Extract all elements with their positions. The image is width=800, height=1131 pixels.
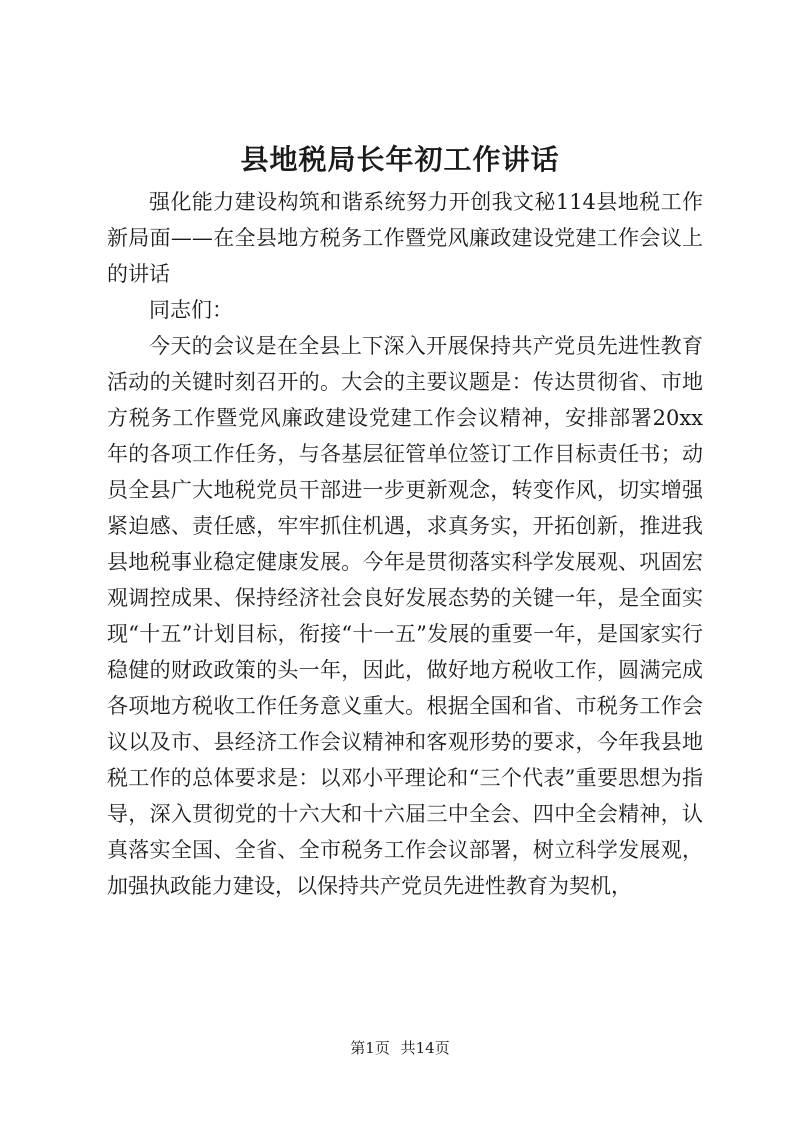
document-body (107, 184, 703, 904)
document-title: 县地税局长年初工作讲话 (240, 143, 560, 176)
subtitle-paragraph: 强化能力建设构筑和谐系统努力开创我文秘114县地税工作新局面——在全县地方税务工作暨党风廉政建设党建工作会议上的讲话 (107, 190, 703, 286)
page-total: 共14页 (400, 1039, 450, 1057)
page-number: 第1页 (350, 1039, 390, 1057)
body-paragraph: 今天的会议是在全县上下深入开展保持共产党员先进性教育活动的关键时刻召开的。大会的主要议题是：传达贯彻省、市地方税务工作暨党风廉政建设党建工作会议精神，安排部署20xx年的各项工作任务，与各基层征管单位签订工作目标责任书；动员全县广大地税党员干部进一步更新观念，转变作风，切实增强紧迫感、责任感，牢牢抓住机遇，求真务实，开拓创新，推进我县地税事业稳定健康发展。今年是贯彻落实科学发展观、巩固宏观调控成果、保持经济社会良好发展态势的关键一年，是全面实现“十五”计划目标，衔接“十一五”发展的重要一年，是国家实行稳健的财政政策的头一年，因此，做好地方税收工作，圆满完成各项地方税收工作任务意义重大。根据全国和省、市税务工作会议以及市、县经济工作会议精神和客观形势的要求，今年我县地税工作的总体要求是：以邓小平理论和“三个代表”重要思想为指导，深入贯彻党的十六大和十六届三中全会、四中全会精神，认真落实全国、全省、全市税务工作会议部署，树立科学发展观，加强执政能力建设，以保持共产党员先进性教育为契机， (107, 334, 703, 898)
salutation-paragraph: 同志们： (149, 298, 233, 322)
page-footer (0, 1037, 800, 1059)
